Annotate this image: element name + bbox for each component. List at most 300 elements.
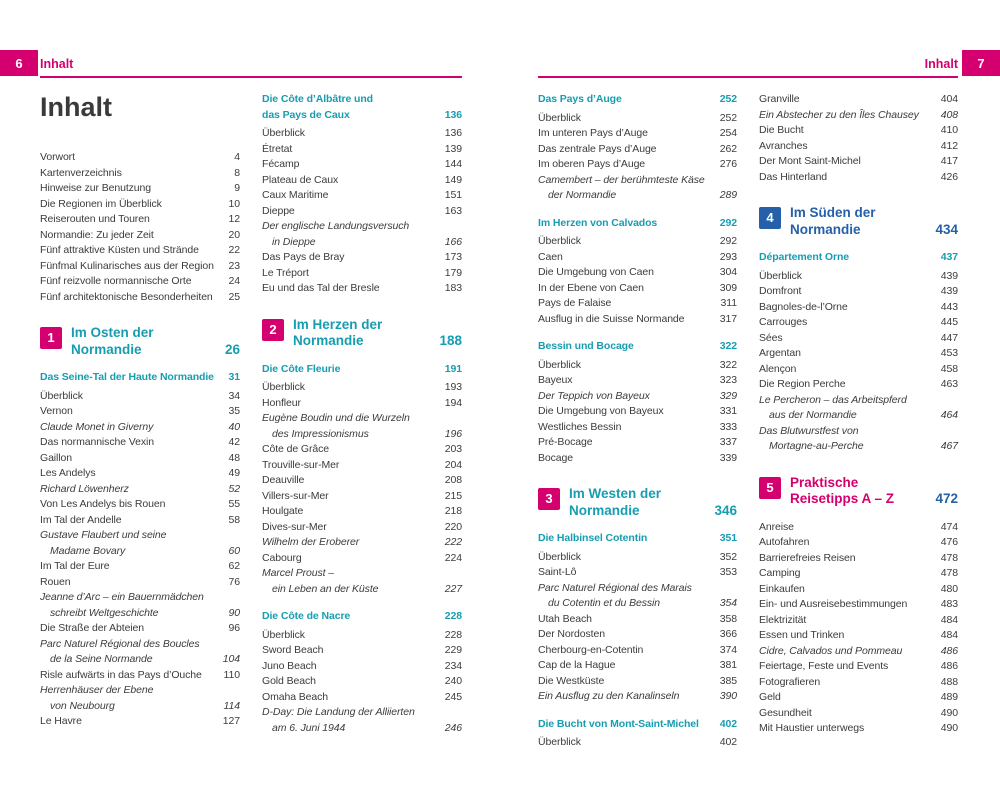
- toc-entry-label: Fünfmal Kulinarisches aus der Region: [40, 259, 214, 272]
- toc-entry-line: [40, 528, 240, 544]
- toc-entry-label: Dives-sur-Mer: [262, 520, 327, 533]
- toc-entry: [759, 721, 958, 737]
- toc-entry: [759, 613, 958, 629]
- page-number-badge: 6: [0, 50, 38, 76]
- toc-entry-line: [538, 581, 737, 597]
- toc-entry-page: 254: [719, 127, 737, 139]
- toc-entry: [538, 234, 737, 250]
- page-header-right: [500, 50, 1000, 78]
- toc-entry-label: Von Les Andelys bis Rouen: [40, 498, 166, 510]
- toc-entry: [262, 690, 462, 706]
- section-title-line: Im Süden der: [790, 205, 876, 220]
- section-number-badge: 4: [759, 207, 781, 229]
- toc-entry-label: Das Hinterland: [759, 170, 828, 183]
- toc-entry-label: Sword Beach: [262, 644, 324, 656]
- toc-entry: [538, 550, 737, 566]
- toc-entry: [759, 362, 958, 378]
- subsection-label: Die Halbinsel Cotentin: [538, 532, 648, 544]
- toc-subsection-heading: [262, 92, 462, 123]
- section-title-line: Praktische: [790, 474, 859, 490]
- section-title: [790, 205, 958, 238]
- toc-entry-label: von Neubourg: [50, 699, 115, 712]
- toc-entry-page: 144: [444, 158, 462, 170]
- toc-entry-page: 412: [940, 139, 958, 152]
- toc-entry-label: Normandie: Zu jeder Zeit: [40, 228, 154, 241]
- toc-entry: [759, 92, 958, 108]
- toc-entry-label: Utah Beach: [538, 612, 592, 625]
- toc-entry: [759, 644, 958, 660]
- toc-entry-page: 474: [940, 520, 958, 533]
- toc-entry-page: 52: [228, 482, 240, 495]
- toc-entry: [262, 473, 462, 489]
- toc-entry-page: 224: [444, 551, 462, 564]
- toc-entry-label: Überblick: [759, 269, 802, 282]
- toc-entry: [538, 627, 737, 643]
- toc-entry-page: 443: [940, 300, 958, 313]
- toc-entry-label: Fotografieren: [759, 675, 821, 688]
- toc-entry-page: 311: [720, 297, 737, 309]
- toc-entry: [40, 714, 240, 730]
- toc-entry: [262, 643, 462, 659]
- toc-entry-label: Das zentrale Pays d’Auge: [538, 142, 657, 155]
- toc-entry-page: 25: [228, 290, 240, 303]
- toc-entry-page: 458: [940, 362, 958, 375]
- toc-entry-page: 204: [444, 458, 462, 471]
- toc-entry-label: Avranches: [759, 139, 808, 152]
- toc-entry: [40, 290, 240, 306]
- toc-entry: [759, 108, 958, 124]
- toc-entry-label: Fünf reizvolle normannische Orte: [40, 275, 192, 287]
- toc-entry-page: 322: [719, 358, 737, 371]
- toc-entry-label: Ein Ausflug zu den Kanalinseln: [538, 690, 680, 702]
- toc-entry: [538, 126, 737, 142]
- toc-column-4: [759, 92, 958, 751]
- toc-entry: [538, 157, 737, 173]
- section-title-line: Im Osten der: [71, 325, 154, 340]
- page-right: [500, 0, 1000, 800]
- section-title-line: [790, 222, 958, 239]
- toc-entry: [262, 281, 462, 297]
- toc-entry-page: 22: [228, 244, 240, 256]
- toc-entry-label: Überblick: [538, 550, 581, 563]
- toc-entry-page: 245: [444, 690, 462, 703]
- toc-entry-page: 488: [940, 675, 958, 688]
- toc-entry: [759, 535, 958, 551]
- toc-entry-label: Die Regionen im Überblick: [40, 197, 162, 210]
- toc-entry-label: Im oberen Pays d’Auge: [538, 158, 646, 170]
- toc-entry-page: 484: [940, 613, 958, 626]
- toc-entry-line: [759, 408, 958, 424]
- toc-entry-page: 304: [719, 266, 737, 278]
- toc-entry-page: 484: [940, 629, 958, 641]
- toc-entry-label: Fünf attraktive Küsten und Strände: [40, 244, 199, 256]
- toc-entry-label: Argentan: [759, 347, 801, 359]
- toc-entry-label: Ein- und Ausreisebestimmungen: [759, 598, 908, 610]
- toc-column-3: [538, 92, 737, 751]
- toc-entry-page: 354: [719, 597, 737, 609]
- toc-entry: [262, 157, 462, 173]
- toc-entry-page: 104: [222, 653, 240, 665]
- toc-section-header: [40, 325, 240, 358]
- toc-entry-page: 490: [940, 706, 958, 719]
- toc-entry-page: 439: [940, 285, 958, 297]
- toc-entry-label: Les Andelys: [40, 467, 96, 479]
- section-number-badge: 3: [538, 488, 560, 510]
- toc-entry-page: 404: [940, 93, 958, 105]
- toc-entry: [40, 274, 240, 290]
- toc-entry-label: Carrouges: [759, 316, 808, 328]
- toc-entry-label: Überblick: [538, 358, 581, 371]
- toc-entry-page: 240: [444, 675, 462, 687]
- toc-entry-page: 417: [940, 155, 958, 167]
- toc-entry-page: 48: [228, 451, 240, 464]
- toc-entry-label: Der Teppich von Bayeux: [538, 389, 650, 402]
- toc-entry: [40, 166, 240, 182]
- toc-entry-page: 196: [444, 427, 462, 440]
- toc-entry-label: Essen und Trinken: [759, 629, 845, 641]
- toc-entry: [40, 228, 240, 244]
- toc-subsection-heading: [262, 362, 462, 378]
- toc-entry-page: 490: [940, 722, 958, 734]
- toc-entry: [538, 111, 737, 127]
- toc-entry: [262, 489, 462, 505]
- page-number-badge: 7: [962, 50, 1000, 76]
- toc-entry-line: [40, 544, 240, 560]
- toc-entry: [262, 396, 462, 412]
- toc-entry-label: Die Umgebung von Bayeux: [538, 405, 664, 417]
- toc-entry-page: 478: [940, 551, 958, 564]
- toc-entry-label: Parc Naturel Régional des Boucles: [40, 637, 200, 650]
- section-title: [790, 475, 958, 508]
- toc-entry: [538, 735, 737, 751]
- toc-entry-page: 486: [940, 644, 958, 657]
- toc-entry-label: Caux Maritime: [262, 189, 329, 201]
- toc-entry: [40, 621, 240, 637]
- section-number-badge: 2: [262, 319, 284, 341]
- toc-entry-page: 246: [444, 721, 462, 734]
- toc-entry-label: Caen: [538, 250, 563, 263]
- subsection-line: [262, 108, 462, 124]
- subsection-label: Das Pays d’Auge: [538, 93, 622, 105]
- section-page: 26: [224, 341, 240, 357]
- toc-entry: [538, 565, 737, 581]
- toc-entry-page: 220: [444, 520, 462, 533]
- section-title-line: [293, 333, 462, 350]
- toc-entry: [759, 331, 958, 347]
- toc-entry: [262, 504, 462, 520]
- toc-entry: [40, 150, 240, 166]
- header-title: Inhalt: [40, 57, 74, 71]
- toc-entry-page: 426: [940, 170, 958, 183]
- toc-entry: [262, 551, 462, 567]
- toc-entry: [40, 668, 240, 684]
- toc-entry-page: 24: [228, 275, 240, 287]
- toc-entry: [538, 689, 737, 705]
- toc-entry: [40, 181, 240, 197]
- toc-entry-label: Alençon: [759, 362, 797, 375]
- toc-entry: [759, 659, 958, 675]
- toc-entry-line: [262, 219, 462, 235]
- toc-entry-page: 173: [444, 251, 462, 263]
- subsection-page: 322: [719, 340, 737, 352]
- toc-entry-page: 42: [228, 436, 240, 448]
- toc-entry: [759, 675, 958, 691]
- toc-entry: [262, 520, 462, 536]
- toc-section-header: [262, 317, 462, 350]
- toc-entry-line: [262, 411, 462, 427]
- toc-entry-page: 292: [719, 235, 737, 247]
- toc-entry: [759, 706, 958, 722]
- section-number-badge: 5: [759, 477, 781, 499]
- toc-entry: [538, 389, 737, 405]
- toc-entry-label: schreibt Weltgeschichte: [50, 606, 159, 619]
- toc-entry-label: Gustave Flaubert und seine: [40, 529, 167, 541]
- toc-entry-page: 12: [228, 213, 240, 225]
- section-title-label: Reisetipps A – Z: [790, 491, 895, 506]
- toc-entry-label: Deauville: [262, 474, 305, 486]
- toc-entry: [262, 628, 462, 644]
- toc-entry: [759, 551, 958, 567]
- toc-entry-label: Im Tal der Andelle: [40, 513, 122, 526]
- toc-entry-label: du Cotentin et du Bessin: [548, 597, 661, 609]
- toc-entry-page: 445: [940, 316, 958, 328]
- subsection-page: 437: [940, 251, 958, 263]
- toc-entry-line: [40, 699, 240, 715]
- toc-entry-page: 163: [444, 204, 462, 217]
- toc-entry-label: Überblick: [40, 389, 83, 402]
- toc-entry: [40, 528, 240, 559]
- toc-entry-label: In der Ebene von Caen: [538, 281, 644, 294]
- toc-entry-page: 114: [223, 699, 240, 712]
- toc-entry: [40, 590, 240, 621]
- toc-entry-page: 331: [719, 405, 737, 417]
- toc-entry-label: Parc Naturel Régional des Marais: [538, 581, 692, 594]
- toc-entry: [759, 393, 958, 424]
- toc-entry-label: Die Region Perche: [759, 378, 846, 390]
- toc-entry: [759, 300, 958, 316]
- toc-entry-page: 8: [234, 166, 240, 179]
- toc-entry-label: Eu und das Tal der Bresle: [262, 282, 380, 294]
- toc-entry: [538, 142, 737, 158]
- toc-entry-label: Cidre, Calvados und Pommeau: [759, 644, 903, 657]
- toc-entry-line: [40, 590, 240, 606]
- toc-entry-label: Fécamp: [262, 158, 300, 170]
- section-title-label: Normandie: [569, 502, 640, 518]
- toc-entry-label: Pré-Bocage: [538, 436, 593, 448]
- toc-entry-page: 10: [228, 197, 240, 210]
- toc-entry-label: Reiserouten und Touren: [40, 213, 150, 225]
- toc-entry-page: 23: [228, 259, 240, 272]
- toc-subsection-heading: [538, 717, 737, 733]
- toc-entry: [40, 389, 240, 405]
- toc-entry: [538, 265, 737, 281]
- toc-entry-label: Madame Bovary: [50, 544, 126, 557]
- toc-entry-line: [40, 652, 240, 668]
- toc-entry-label: Elektrizität: [759, 613, 807, 626]
- toc-entry: [759, 315, 958, 331]
- toc-page-title: Inhalt: [40, 92, 112, 122]
- toc-entry: [538, 658, 737, 674]
- toc-entry: [262, 566, 462, 597]
- toc-entry-page: 40: [228, 420, 240, 433]
- toc-entry-page: 58: [228, 513, 240, 526]
- toc-entry-label: des Impressionismus: [272, 427, 369, 440]
- toc-entry: [40, 197, 240, 213]
- subsection-label: Die Côte d’Albâtre und: [262, 93, 373, 105]
- toc-entry: [262, 705, 462, 736]
- toc-entry: [40, 497, 240, 513]
- toc-entry-page: 352: [719, 550, 737, 563]
- toc-entry: [759, 628, 958, 644]
- toc-entry: [40, 404, 240, 420]
- toc-entry-label: Domfront: [759, 285, 802, 297]
- toc-entry: [538, 643, 737, 659]
- toc-entry-label: Das Pays de Bray: [262, 251, 345, 263]
- toc-entry-page: 381: [719, 659, 737, 671]
- subsection-page: 402: [719, 717, 737, 730]
- toc-entry: [759, 154, 958, 170]
- toc-entry-label: Honfleur: [262, 396, 301, 409]
- toc-section-header: [759, 475, 958, 508]
- toc-entry-label: Barrierefreies Reisen: [759, 551, 856, 564]
- toc-entry-label: Westliches Bessin: [538, 420, 622, 433]
- toc-entry: [40, 559, 240, 575]
- toc-entry-label: Cap de la Hague: [538, 659, 616, 671]
- toc-entry-label: Vernon: [40, 405, 73, 417]
- toc-entry-page: 166: [444, 235, 462, 248]
- toc-entry-page: 96: [228, 622, 240, 634]
- toc-entry-label: Eugène Boudin und die Wurzeln: [262, 412, 410, 424]
- toc-entry-label: Bocage: [538, 451, 574, 464]
- section-title-line: Im Westen der: [569, 486, 662, 501]
- toc-entry: [538, 281, 737, 297]
- toc-entry-page: 60: [228, 544, 240, 557]
- toc-entry: [40, 259, 240, 275]
- toc-entry: [262, 380, 462, 396]
- toc-entry-line: [538, 173, 737, 189]
- toc-entry-label: Le Havre: [40, 715, 82, 727]
- toc-entry-label: Im unteren Pays d’Auge: [538, 127, 648, 139]
- toc-entry-label: Gold Beach: [262, 675, 316, 687]
- toc-entry-page: 149: [444, 173, 462, 186]
- toc-subsection-heading: [538, 92, 737, 108]
- toc-entry-label: Feiertage, Feste und Events: [759, 660, 889, 672]
- toc-entry-label: Richard Löwenherz: [40, 482, 129, 495]
- toc-entry-page: 35: [228, 405, 240, 417]
- section-page: 434: [935, 221, 958, 237]
- toc-entry: [40, 482, 240, 498]
- subsection-page: 191: [444, 362, 462, 375]
- toc-entry-page: 228: [444, 628, 462, 641]
- toc-entry-page: 76: [228, 575, 240, 588]
- toc-entry-page: 480: [940, 582, 958, 595]
- subsection-label: Im Herzen von Calvados: [538, 216, 658, 229]
- toc-entry: [759, 269, 958, 285]
- toc-entry-label: D-Day: Die Landung der Alliierten: [262, 706, 415, 718]
- toc-entry-label: Autofahren: [759, 536, 810, 548]
- toc-entry: [262, 173, 462, 189]
- toc-entry-page: 374: [719, 643, 737, 656]
- toc-entry-label: Hinweise zur Benutzung: [40, 182, 152, 194]
- toc-entry-label: Jeanne d’Arc – ein Bauernmädchen: [40, 591, 204, 603]
- toc-entry-line: [40, 637, 240, 653]
- toc-entry: [538, 250, 737, 266]
- section-title-label: Normandie: [71, 341, 142, 357]
- section-title-line: [71, 342, 240, 359]
- toc-entry-label: Die Straße der Abteien: [40, 622, 145, 634]
- toc-entry-label: Überblick: [538, 111, 581, 124]
- toc-entry: [262, 188, 462, 204]
- subsection-label: Bessin und Bocage: [538, 340, 634, 352]
- toc-entry-label: Die Umgebung von Caen: [538, 266, 654, 278]
- subsection-page: 228: [444, 610, 462, 622]
- toc-entry-label: Überblick: [538, 235, 581, 247]
- toc-entry-page: 222: [444, 536, 462, 548]
- toc-entry-label: Wilhelm der Eroberer: [262, 536, 360, 548]
- section-page: 346: [714, 502, 737, 518]
- toc-entry-label: Die Bucht: [759, 124, 804, 136]
- toc-subsection-heading: [538, 216, 737, 232]
- toc-entry-page: 478: [940, 567, 958, 579]
- toc-entry-label: Houlgate: [262, 505, 304, 517]
- toc-entry: [40, 243, 240, 259]
- toc-entry-page: 464: [940, 409, 958, 421]
- toc-entry-label: Rouen: [40, 575, 71, 588]
- section-title-line: Im Herzen der: [293, 316, 383, 332]
- section-number-badge: 1: [40, 327, 62, 349]
- toc-entry: [40, 435, 240, 451]
- toc-entry: [538, 581, 737, 612]
- toc-entry-page: 62: [228, 560, 240, 572]
- toc-entry: [538, 451, 737, 467]
- toc-entry-page: 337: [719, 436, 737, 448]
- toc-entry-page: 4: [234, 151, 240, 163]
- toc-entry-label: Cherbourg-en-Cotentin: [538, 643, 644, 656]
- toc-entry-page: 227: [444, 582, 462, 595]
- section-title-line: [790, 491, 958, 508]
- toc-entry-line: [262, 427, 462, 443]
- section-title: [293, 317, 462, 350]
- toc-entry-label: de la Seine Normande: [50, 653, 153, 665]
- toc-entry-label: Überblick: [262, 127, 305, 139]
- toc-entry-page: 139: [444, 142, 462, 155]
- toc-entry-label: Anreise: [759, 520, 794, 533]
- toc-entry-page: 234: [444, 659, 462, 672]
- toc-entry-page: 483: [940, 598, 958, 610]
- toc-entry-label: Das normannische Vexin: [40, 436, 154, 448]
- toc-entry-page: 179: [444, 266, 462, 279]
- toc-entry: [538, 296, 737, 312]
- toc-entry-page: 218: [444, 505, 462, 517]
- toc-entry-label: aus der Normandie: [769, 409, 857, 421]
- subsection-label: Die Côte de Nacre: [262, 610, 351, 622]
- toc-entry-page: 489: [940, 691, 958, 703]
- toc-entry-label: Kartenverzeichnis: [40, 166, 122, 179]
- subsection-line: [262, 92, 462, 108]
- toc-entry-page: 151: [444, 189, 462, 201]
- section-title: [569, 486, 737, 519]
- toc-entry: [538, 312, 737, 328]
- toc-entry-line: [262, 582, 462, 598]
- toc-entry-label: Gaillon: [40, 451, 72, 464]
- toc-entry-page: 229: [444, 644, 462, 656]
- toc-entry-page: 323: [719, 374, 737, 386]
- toc-subsection-heading: [40, 370, 240, 386]
- toc-entry-label: Die Westküste: [538, 674, 605, 687]
- toc-entry-label: Côte de Grâce: [262, 443, 329, 455]
- subsection-label: Die Côte Fleurie: [262, 362, 341, 375]
- toc-entry-page: 55: [228, 498, 240, 510]
